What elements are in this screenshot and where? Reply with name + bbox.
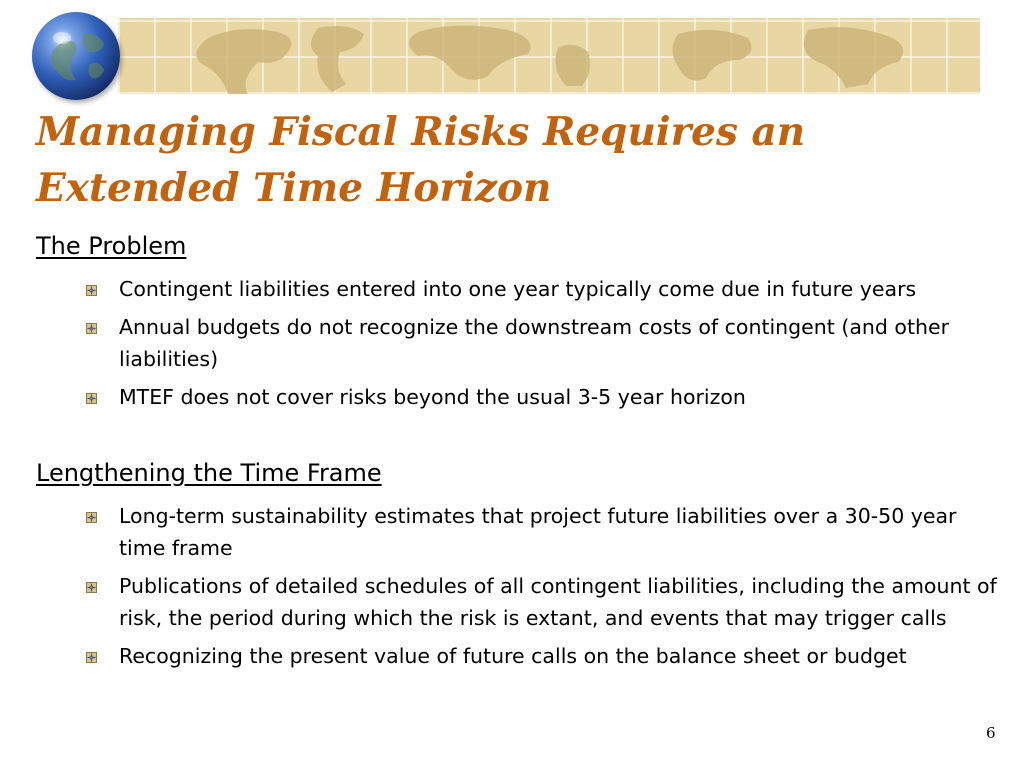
world-map-banner: [118, 18, 980, 94]
bullet-square-icon: [86, 512, 97, 523]
bullet-text: MTEF does not cover risks beyond the usual 3-5 year horizon: [119, 385, 746, 409]
list-item: [86, 381, 1006, 413]
bullet-square-icon: [86, 285, 97, 296]
slide-title-line-2: Extended Time Horizon: [36, 165, 552, 211]
bullet-text: Long-term sustainability estimates that project future liabilities over a 30-50 year time frame: [119, 504, 957, 560]
list-item: [86, 311, 1006, 375]
problem-bullet-list: [86, 273, 1006, 419]
list-item: [86, 640, 1006, 672]
list-item: [86, 500, 1006, 564]
world-map-graphic: [118, 18, 980, 94]
bullet-text: Recognizing the present value of future calls on the balance sheet or budget: [119, 644, 907, 668]
bullet-square-icon: [86, 323, 97, 334]
globe-continents-graphic: [32, 12, 120, 100]
list-item: [86, 570, 1006, 634]
slide-title-line-1: Managing Fiscal Risks Requires an: [36, 109, 806, 155]
list-item: [86, 273, 1006, 305]
slide-title: [36, 104, 936, 216]
section-heading-the-problem: The Problem: [36, 232, 187, 260]
bullet-square-icon: [86, 393, 97, 404]
bullet-square-icon: [86, 652, 97, 663]
bullet-text: Contingent liabilities entered into one year typically come due in future years: [119, 277, 917, 301]
page-number: 6: [986, 724, 996, 742]
bullet-text: Annual budgets do not recognize the downstream costs of contingent (and other liabilities): [119, 315, 950, 371]
lengthening-bullet-list: [86, 500, 1006, 678]
bullet-square-icon: [86, 582, 97, 593]
section-heading-lengthening-the-time-frame: Lengthening the Time Frame: [36, 459, 382, 487]
globe-logo-icon: [32, 12, 120, 100]
bullet-text: Publications of detailed schedules of all contingent liabilities, including the amount of risk, the period during which the risk is extant, and events that may trigger calls: [119, 574, 997, 630]
